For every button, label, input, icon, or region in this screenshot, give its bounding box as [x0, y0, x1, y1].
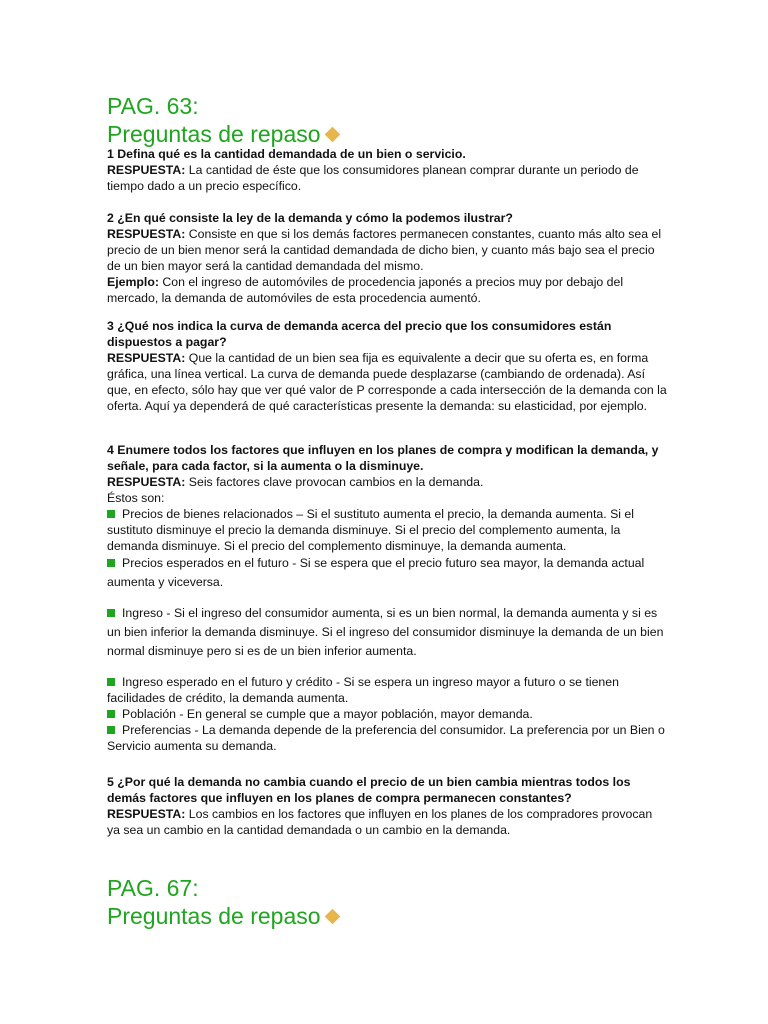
square-bullet-icon — [107, 726, 115, 734]
subtitle-text: Preguntas de repaso — [107, 903, 321, 929]
answer-body: Los cambios en los factores que influyen en los planes de los compradores provocan ya sea un cambio en la cantidad demandada o un cambio en la demanda. — [107, 807, 653, 837]
question-4-continued-2 — [107, 674, 667, 754]
square-bullet-icon — [107, 510, 115, 518]
question-text: 2 ¿En qué consiste la ley de la demanda y cómo la podemos ilustrar? — [107, 211, 513, 225]
diamond-icon — [324, 909, 340, 925]
page-heading: PAG. 67: — [107, 875, 199, 901]
answer-label: RESPUESTA: — [107, 475, 186, 489]
answer-body: La cantidad de éste que los consumidores planean comprar durante un periodo de tiempo dado a un precio específico. — [107, 163, 639, 193]
diamond-icon — [324, 127, 340, 143]
answer-body: Que la cantidad de un bien sea fija es equivalente a decir que su oferta es, en forma gráfica, una línea vertical. La curva de demanda puede desplazarse (cambiando de ordenada). Así que, en efecto, sólo hay que ver qué valor de P corresponde a cada intersección de la demanda con la oferta. Aquí ya dependerá de qué características presente la demanda: su elasticidad, por ejemplo. — [107, 351, 667, 413]
example-body: Con el ingreso de automóviles de procedencia japonés a precios muy por debajo del mercado, la demanda de automóviles de esta procedencia aumentó. — [107, 275, 624, 305]
example-text — [107, 274, 667, 306]
question-1 — [107, 146, 667, 194]
answer-text — [107, 162, 667, 194]
square-bullet-icon — [107, 710, 115, 718]
question-4 — [107, 442, 667, 592]
section-subtitle — [107, 902, 667, 930]
question-2 — [107, 210, 667, 306]
square-bullet-icon — [107, 678, 115, 686]
list-intro: Éstos son: — [107, 491, 165, 505]
example-label: Ejemplo: — [107, 275, 159, 289]
page-heading: PAG. 63: — [107, 93, 199, 119]
list-item: Ingreso esperado en el futuro y crédito - Si se espera un ingreso mayor a futuro o se tienen facilidades de crédito, la demanda aumenta. — [107, 675, 619, 705]
square-bullet-icon — [107, 559, 115, 567]
section-heading-1 — [107, 92, 667, 148]
answer-text — [107, 806, 667, 838]
question-5 — [107, 774, 667, 838]
answer-label: RESPUESTA: — [107, 163, 186, 177]
answer-label: RESPUESTA: — [107, 807, 186, 821]
question-4-continued — [107, 604, 667, 661]
subtitle-text: Preguntas de repaso — [107, 121, 321, 147]
question-text: 5 ¿Por qué la demanda no cambia cuando el precio de un bien cambia mientras todos los demás factores que influyen en los planes de compra permanecen constantes? — [107, 775, 631, 805]
section-heading-2 — [107, 874, 667, 930]
question-text: 4 Enumere todos los factores que influyen en los planes de compra y modifican la demanda, y señale, para cada factor, si la aumenta o la disminuye. — [107, 443, 659, 473]
answer-body: Seis factores clave provocan cambios en la demanda. — [185, 475, 484, 489]
question-3 — [107, 318, 667, 414]
answer-body: Consiste en que si los demás factores permanecen constantes, cuanto más alto sea el precio de un bien menor será la cantidad demandada de dicho bien, y cuanto más bajo sea el precio de un bien mayor será la cantidad demandada del mismo. — [107, 227, 662, 273]
answer-label: RESPUESTA: — [107, 351, 186, 365]
answer-text — [107, 474, 667, 490]
question-text: 3 ¿Qué nos indica la curva de demanda acerca del precio que los consumidores están dispuestos a pagar? — [107, 319, 612, 349]
answer-text — [107, 226, 667, 274]
list-item: Precios esperados en el futuro - Si se espera que el precio futuro sea mayor, la demanda actual aumenta y viceversa. — [107, 556, 645, 589]
question-text: 1 Defina qué es la cantidad demandada de un bien o servicio. — [107, 147, 466, 161]
square-bullet-icon — [107, 609, 115, 617]
list-item: Precios de bienes relacionados – Si el sustituto aumenta el precio, la demanda aumenta. Si el sustituto disminuye el precio la demanda disminuye. Si el precio del complemento aumenta, la demanda disminuye. Si el precio del complemento disminuye, la demanda aumenta. — [107, 507, 634, 553]
answer-text — [107, 350, 667, 414]
answer-label: RESPUESTA: — [107, 227, 186, 241]
list-item: Preferencias - La demanda depende de la preferencia del consumidor. La preferencia por un Bien o Servicio aumenta su demanda. — [107, 723, 665, 753]
section-subtitle — [107, 120, 667, 148]
list-item: Ingreso - Si el ingreso del consumidor aumenta, si es un bien normal, la demanda aumenta y si es un bien inferior la demanda disminuye. Si el ingreso del consumidor disminuye la demanda de un bien normal disminuye pero si es de un bien inferior aumenta. — [107, 606, 664, 658]
list-item: Población - En general se cumple que a mayor población, mayor demanda. — [107, 706, 667, 722]
